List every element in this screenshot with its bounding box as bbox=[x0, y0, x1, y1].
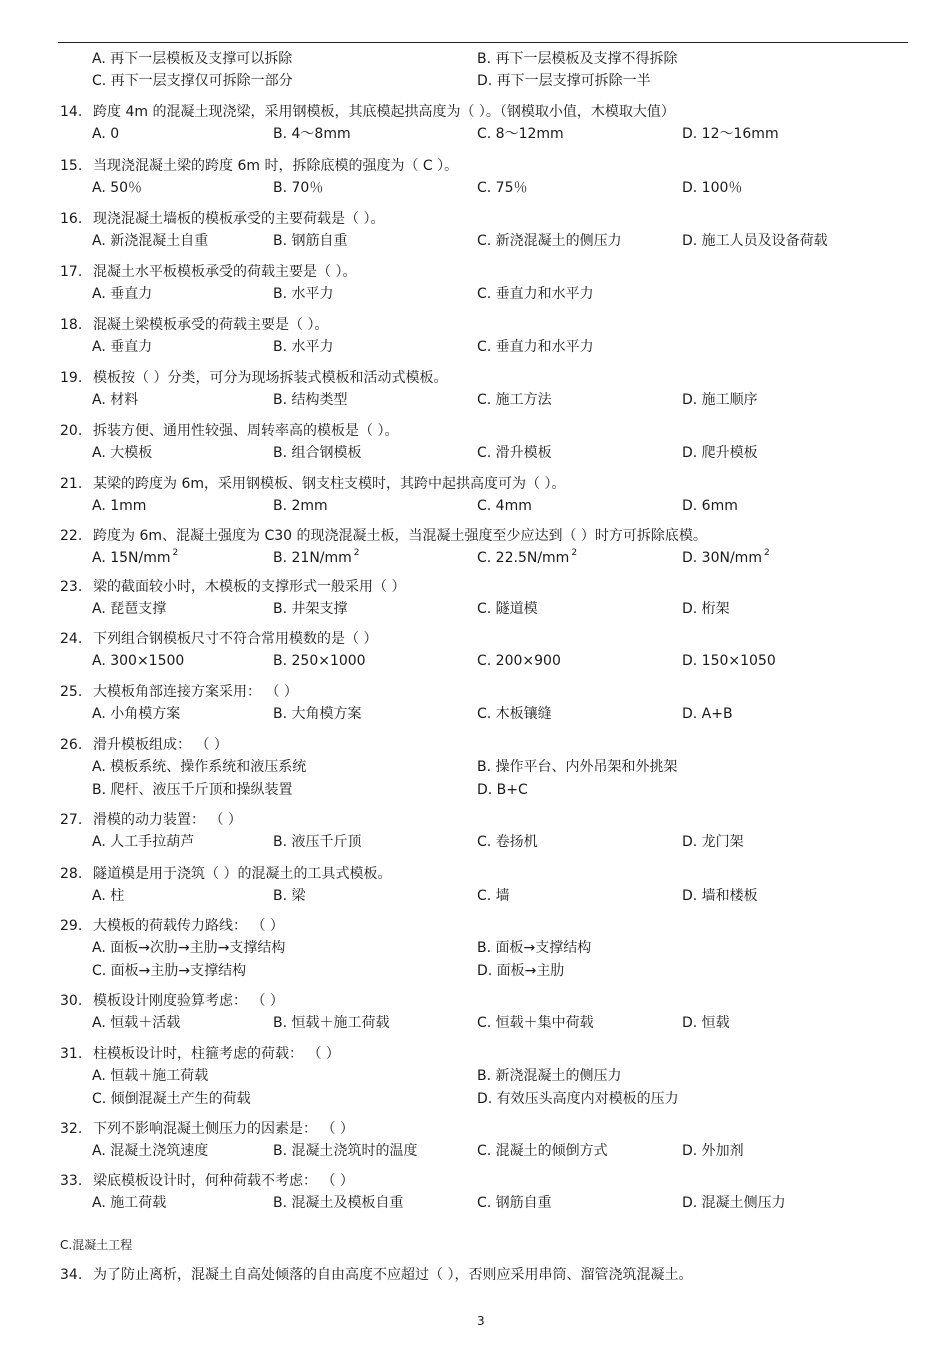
option: A. 大模板 bbox=[92, 445, 153, 461]
option: C. 再下一层支撑仅可拆除一部分 bbox=[92, 73, 293, 89]
question-text: 跨度 4m 的混凝土现浇梁，采用钢模板，其底模起拱高度为（ ）。（钢模取小值，木模取大值） bbox=[93, 104, 675, 120]
option: A. 柱 bbox=[92, 888, 125, 904]
option: A. 材料 bbox=[92, 392, 139, 408]
option: A. 人工手拉葫芦 bbox=[92, 834, 195, 850]
option: C. 垂直力和水平力 bbox=[477, 339, 594, 355]
option: D. 施工人员及设备荷载 bbox=[682, 233, 828, 249]
option: D. 外加剂 bbox=[682, 1143, 744, 1159]
option: B. 再下一层模板及支撑不得拆除 bbox=[477, 51, 678, 67]
question-text: 大模板的荷载传力路线： （ ） bbox=[93, 918, 284, 934]
question-number: 23. bbox=[60, 579, 83, 595]
option: D. 施工顺序 bbox=[682, 392, 758, 408]
question-text: 下列不影响混凝土侧压力的因素是： （ ） bbox=[93, 1121, 354, 1137]
option: D. 桁架 bbox=[682, 601, 730, 617]
question-number: 34. bbox=[60, 1267, 83, 1283]
option: B. 新浇混凝土的侧压力 bbox=[477, 1068, 622, 1084]
option: B. 组合钢模板 bbox=[273, 445, 362, 461]
option: C. 钢筋自重 bbox=[477, 1195, 552, 1211]
question-number: 19. bbox=[60, 370, 83, 386]
option: B. 面板→支撑结构 bbox=[477, 940, 592, 956]
option: C. 木板镶缝 bbox=[477, 706, 552, 722]
superscript: 2 bbox=[172, 548, 179, 558]
question-text: 拆装方便、通用性较强、周转率高的模板是（ ）。 bbox=[93, 423, 399, 439]
question-number: 28. bbox=[60, 866, 83, 882]
option: C. 22.5N/mm $^2$ bbox=[477, 548, 578, 566]
question-number: 14. bbox=[60, 104, 83, 120]
option: D. 混凝土侧压力 bbox=[682, 1195, 786, 1211]
option: D. 恒载 bbox=[682, 1015, 730, 1031]
superscript: 2 bbox=[763, 548, 770, 558]
question-text: 当现浇混凝土梁的跨度 6m 时，拆除底模的强度为（ C ）。 bbox=[93, 158, 459, 174]
question-text: 下列组合钢模板尺寸不符合常用模数的是（ ） bbox=[93, 631, 378, 647]
question-number: 27. bbox=[60, 812, 83, 828]
question-text: 为了防止离析，混凝土自高处倾落的自由高度不应超过（ ），否则应采用串筒、溜管浇筑混凝土。 bbox=[93, 1267, 693, 1283]
question-text: 现浇混凝土墙板的模板承受的主要荷载是（ ）。 bbox=[93, 211, 385, 227]
option: B. 钢筋自重 bbox=[273, 233, 348, 249]
question-text: 跨度为 6m、混凝土强度为 C30 的现浇混凝土板，当混凝土强度至少应达到（ ）时方可拆除底模。 bbox=[93, 528, 707, 544]
option: B. 结构类型 bbox=[273, 392, 348, 408]
option: D. 面板→主肋 bbox=[477, 963, 565, 979]
option: B. 水平力 bbox=[273, 286, 334, 302]
option: B. 液压千斤顶 bbox=[273, 834, 362, 850]
option: C. 4mm bbox=[477, 498, 532, 514]
option: B. 梁 bbox=[273, 888, 306, 904]
option: D. 6mm bbox=[682, 498, 738, 514]
header-rule bbox=[58, 42, 908, 43]
option: B. 2mm bbox=[273, 498, 328, 514]
question-number: 15. bbox=[60, 158, 83, 174]
question-text: 梁底模板设计时，何种荷载不考虑： （ ） bbox=[93, 1173, 354, 1189]
option: A. 50％ bbox=[92, 180, 143, 196]
option: A. 面板→次肋→主肋→支撑结构 bbox=[92, 940, 286, 956]
question-text: 大模板角部连接方案采用： （ ） bbox=[93, 684, 298, 700]
question-text: 模板按（ ）分类，可分为现场拆装式模板和活动式模板。 bbox=[93, 370, 448, 386]
question-number: 18. bbox=[60, 317, 83, 333]
option: C. 垂直力和水平力 bbox=[477, 286, 594, 302]
option: C. 恒载＋集中荷载 bbox=[477, 1015, 594, 1031]
option: A. 恒载＋活载 bbox=[92, 1015, 181, 1031]
option: A. 0 bbox=[92, 126, 120, 142]
question-number: 24. bbox=[60, 631, 83, 647]
option: C. 75％ bbox=[477, 180, 528, 196]
option: D. A+B bbox=[682, 706, 733, 722]
option: B. 70％ bbox=[273, 180, 324, 196]
superscript: 2 bbox=[353, 548, 360, 558]
option: C. 隧道模 bbox=[477, 601, 538, 617]
option: A. 垂直力 bbox=[92, 339, 153, 355]
option: A. 新浇混凝土自重 bbox=[92, 233, 209, 249]
question-number: 26. bbox=[60, 737, 83, 753]
superscript: 2 bbox=[571, 548, 578, 558]
option: C. 墙 bbox=[477, 888, 510, 904]
page-number: 3 bbox=[477, 1314, 485, 1328]
option: C. 卷扬机 bbox=[477, 834, 538, 850]
question-text: 模板设计刚度验算考虑： （ ） bbox=[93, 993, 284, 1009]
option: C. 8～12mm bbox=[477, 126, 564, 142]
question-text: 某梁的跨度为 6m，采用钢模板、钢支柱支模时，其跨中起拱高度可为（ ）。 bbox=[93, 476, 566, 492]
option: D. 100％ bbox=[682, 180, 743, 196]
question-number: 20. bbox=[60, 423, 83, 439]
option: D. 12～16mm bbox=[682, 126, 779, 142]
section-title: C.混凝土工程 bbox=[60, 1238, 133, 1252]
option: A. 15N/mm $^2$ bbox=[92, 548, 179, 566]
option: D. 再下一层支撑可拆除一半 bbox=[477, 73, 651, 89]
option: A. 琵琶支撑 bbox=[92, 601, 167, 617]
question-text: 滑模的动力装置： （ ） bbox=[93, 812, 242, 828]
option: A. 再下一层模板及支撑可以拆除 bbox=[92, 51, 293, 67]
option: D. 有效压头高度内对模板的压力 bbox=[477, 1091, 679, 1107]
question-text: 隧道模是用于浇筑（ ）的混凝土的工具式模板。 bbox=[93, 866, 392, 882]
option: A. 混凝土浇筑速度 bbox=[92, 1143, 209, 1159]
option: B. 21N/mm $^2$ bbox=[273, 548, 360, 566]
question-number: 16. bbox=[60, 211, 83, 227]
option: C. 施工方法 bbox=[477, 392, 552, 408]
question-text: 柱模板设计时，柱箍考虑的荷载： （ ） bbox=[93, 1046, 340, 1062]
option: B. 井架支撑 bbox=[273, 601, 348, 617]
question-text: 梁的截面较小时，木模板的支撑形式一般采用（ ） bbox=[93, 579, 406, 595]
option: B. 大角模方案 bbox=[273, 706, 362, 722]
question-number: 30. bbox=[60, 993, 83, 1009]
option: C. 倾倒混凝土产生的荷载 bbox=[92, 1091, 251, 1107]
option: C. 滑升模板 bbox=[477, 445, 552, 461]
question-number: 33. bbox=[60, 1173, 83, 1189]
option: D. 150×1050 bbox=[682, 653, 776, 669]
option: C. 新浇混凝土的侧压力 bbox=[477, 233, 622, 249]
option: A. 垂直力 bbox=[92, 286, 153, 302]
option: B. 混凝土及模板自重 bbox=[273, 1195, 404, 1211]
question-number: 17. bbox=[60, 264, 83, 280]
option: A. 施工荷载 bbox=[92, 1195, 167, 1211]
option: B. 混凝土浇筑时的温度 bbox=[273, 1143, 418, 1159]
option: B. 250×1000 bbox=[273, 653, 366, 669]
option: A. 小角模方案 bbox=[92, 706, 181, 722]
option: B. 4～8mm bbox=[273, 126, 351, 142]
question-number: 22. bbox=[60, 528, 83, 544]
option: A. 1mm bbox=[92, 498, 147, 514]
option: C. 面板→主肋→支撑结构 bbox=[92, 963, 247, 979]
option: B. 水平力 bbox=[273, 339, 334, 355]
option: A. 模板系统、操作系统和液压系统 bbox=[92, 759, 307, 775]
option: D. B+C bbox=[477, 782, 528, 798]
option: C. 混凝土的倾倒方式 bbox=[477, 1143, 608, 1159]
option: A. 300×1500 bbox=[92, 653, 185, 669]
option: D. 爬升模板 bbox=[682, 445, 758, 461]
question-number: 31. bbox=[60, 1046, 83, 1062]
question-number: 25. bbox=[60, 684, 83, 700]
question-text: 混凝土水平板模板承受的荷载主要是（ ）。 bbox=[93, 264, 357, 280]
question-number: 21. bbox=[60, 476, 83, 492]
question-text: 滑升模板组成： （ ） bbox=[93, 737, 228, 753]
option: C. 200×900 bbox=[477, 653, 561, 669]
option: B. 恒载＋施工荷载 bbox=[273, 1015, 390, 1031]
question-text: 混凝土梁模板承受的荷载主要是（ ）。 bbox=[93, 317, 329, 333]
option: B. 爬杆、液压千斤顶和操纵装置 bbox=[92, 782, 293, 798]
option: D. 龙门架 bbox=[682, 834, 744, 850]
option: B. 操作平台、内外吊架和外挑架 bbox=[477, 759, 678, 775]
option: A. 恒载＋施工荷载 bbox=[92, 1068, 209, 1084]
question-number: 29. bbox=[60, 918, 83, 934]
question-number: 32. bbox=[60, 1121, 83, 1137]
option: D. 30N/mm $^2$ bbox=[682, 548, 770, 566]
option: D. 墙和楼板 bbox=[682, 888, 758, 904]
